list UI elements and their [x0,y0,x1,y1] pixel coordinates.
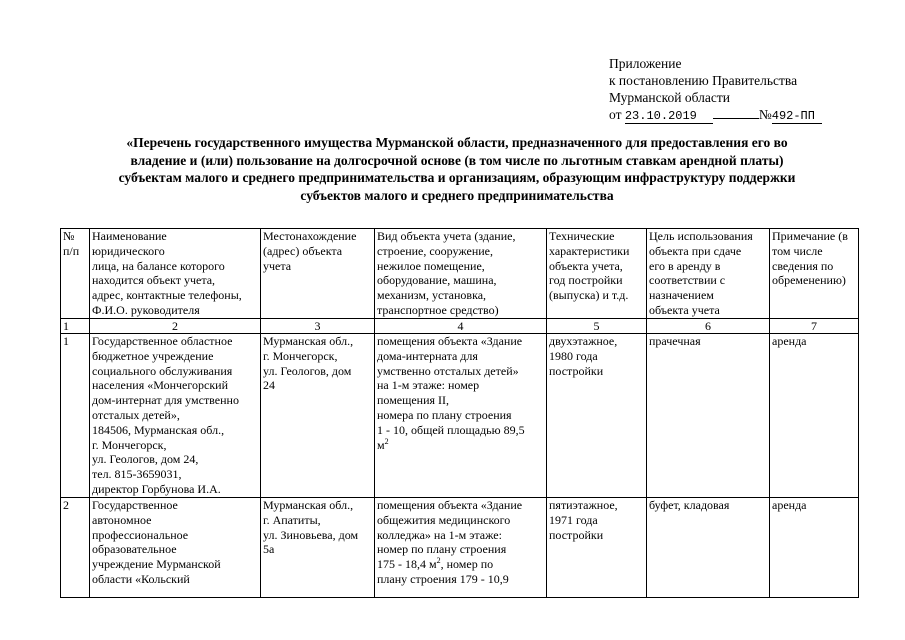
cell-location [261,498,375,598]
table-row [61,334,859,498]
column-number: 6 [647,319,770,334]
text-line: плану строения 179 - 10,9 [377,571,509,586]
text-line: отсталых детей», [92,407,180,422]
text-line: 5а [263,542,275,557]
text-line: транспортное средство) [377,302,499,317]
cell-location [261,334,375,498]
text-line: умственно отсталых детей» [377,363,519,378]
cell-purpose [647,498,770,598]
text-line: образовательное [92,542,177,557]
text-line: назначением [649,288,714,303]
cell-name [90,498,261,598]
text-line: оборудование, машина, [377,273,497,288]
text-line: адрес, контактные телефоны, [92,288,242,303]
text-line: директор Горбунова И.А. [92,481,221,496]
property-table [60,228,859,598]
text-line: ул. Геологов, дом [263,363,352,378]
text-line: аренда [772,498,807,512]
text-line: бюджетное учреждение [92,348,214,363]
cell-tech [547,334,647,498]
text-line: сведения по [772,258,834,273]
appendix-line-2: к постановлению Правительства [609,73,798,88]
text-line: $м^2$ [377,436,389,452]
underline-gap [713,106,759,119]
cell-tech [547,498,647,598]
title-line: субъектам малого и среднего предпринимательства и организациям, образующим инфраструктуру поддержки [118,170,796,185]
text-line: характеристики [549,243,630,258]
title-line: владение и (или) пользование на долгосрочной основе (в том числе по льготным ставкам арендной платы) [130,152,784,168]
text-line: год постройки [549,273,623,288]
title-line: субъектов малого и среднего предпринимательства [300,187,614,203]
text-line: Государственное областное [92,334,233,348]
text-line: объекта учета [649,302,720,317]
text-line: дома-интерната для [377,348,478,363]
text-line [377,557,544,572]
text-line: 24 [263,378,275,393]
decree-number: 492-ПП [772,110,822,124]
header-cell-tech [547,229,647,319]
header-cell-number [61,229,90,319]
column-number: 2 [90,319,261,334]
text-line: лица, на балансе которого [92,258,225,273]
title-line: «Перечень государственного имущества Мурманской области, предназначенного для предоставления его во [126,135,788,150]
text-line: юридического [92,243,165,258]
superscript: 2 [436,556,441,566]
text-fragment: , номер по [440,557,494,572]
header-cell-location [261,229,375,319]
text-line: буфет, кладовая [649,498,730,512]
text-line: прачечная [649,334,701,348]
text-line: п/п [63,243,80,258]
text-line: ул. Зиновьева, дом [263,527,359,542]
text-line: Наименование [92,229,167,243]
column-number: 4 [375,319,547,334]
text-line: № [63,229,75,243]
table-row [61,498,859,598]
text-line: номер по плану строения [377,542,507,557]
text-line: помещения объекта «Здание [377,334,523,348]
text-line: Ф.И.О. руководителя [92,302,200,317]
table-header-row [61,229,859,319]
text-line: помещения объекта «Здание [377,498,523,512]
text-line: ул. Геологов, дом 24, [92,452,199,467]
text-line: обременению) [772,273,846,288]
appendix-line-3: Мурманской области [609,90,730,105]
text-line: постройки [549,363,604,378]
text-line: Цель использования [649,229,753,243]
column-number: 1 [61,319,90,334]
text-line: объекта при сдаче [649,243,742,258]
text-line: пятиэтажное, [549,498,618,512]
text-line: Государственное [92,498,178,512]
text-line: общежития медицинского [377,512,511,527]
row-number: 1 [61,334,90,498]
text-line: номера по плану строения [377,407,512,422]
text-line: профессиональное [92,527,189,542]
text-line: социального обслуживания [92,363,233,378]
text-line: механизм, установка, [377,288,487,303]
column-number: 3 [261,319,375,334]
text-line: Мурманская обл., [263,334,354,348]
cell-object-type [375,334,547,498]
text-line: 1 - 10, общей площадью 89,5 [377,422,525,437]
text-line: учреждение Мурманской [92,557,221,572]
text-line: населения «Мончегорский [92,378,229,393]
cell-note [770,334,859,498]
text-fragment: 175 - 18,4 м [377,557,437,572]
text-line: 184506, Мурманская обл., [92,422,225,437]
text-line: соответствии с [649,273,726,288]
cell-name [90,334,261,498]
text-line: (адрес) объекта [263,243,343,258]
text-line: автономное [92,512,152,527]
text-line: помещения II, [377,393,450,408]
header-cell-name [90,229,261,319]
text-line: нежилое помещение, [377,258,485,273]
text-line: 1971 года [549,512,598,527]
decree-date: 23.10.2019 [625,110,713,124]
superscript: 2 [384,436,389,446]
text-line: тел. 815-3659031, [92,467,182,482]
text-line: Примечание (в [772,229,848,243]
cell-purpose [647,334,770,498]
text-line: объекта учета, [549,258,623,273]
text-line: аренда [772,334,807,348]
header-cell-note [770,229,859,319]
column-number-row [61,319,859,334]
from-label: от [609,107,622,122]
header-cell-object-type [375,229,547,319]
text-line: на 1-м этаже: номер [377,378,480,393]
text-line: Местонахождение [263,229,357,243]
text-line: его в аренду в [649,258,721,273]
text-line: учета [263,258,292,273]
text-line: постройки [549,527,604,542]
appendix-date-line [609,106,822,124]
row-number: 2 [61,498,90,598]
appendix-block [609,55,822,124]
cell-note [770,498,859,598]
text-line: колледжа» на 1-м этаже: [377,527,502,542]
text-line: двухэтажное, [549,334,618,348]
text-line: том числе [772,243,823,258]
text-line: Вид объекта учета (здание, [377,229,516,243]
appendix-line-1: Приложение [609,56,682,71]
text-line: г. Мончегорск, [263,348,338,363]
text-line: находится объект учета, [92,273,216,288]
text-line: (выпуска) и т.д. [549,288,629,303]
text-line: строение, сооружение, [377,243,493,258]
text-line: дом-интернат для умственно [92,393,239,408]
column-number: 7 [770,319,859,334]
cell-object-type [375,498,547,598]
document-title [62,134,852,204]
text-line: Технические [549,229,615,243]
text-line: области «Кольский [92,571,190,586]
text-line: г. Мончегорск, [92,437,167,452]
number-label: № [758,107,772,122]
text-line: 1980 года [549,348,598,363]
header-cell-purpose [647,229,770,319]
column-number: 5 [547,319,647,334]
text-line: г. Апатиты, [263,512,321,527]
text-line: Мурманская обл., [263,498,354,512]
